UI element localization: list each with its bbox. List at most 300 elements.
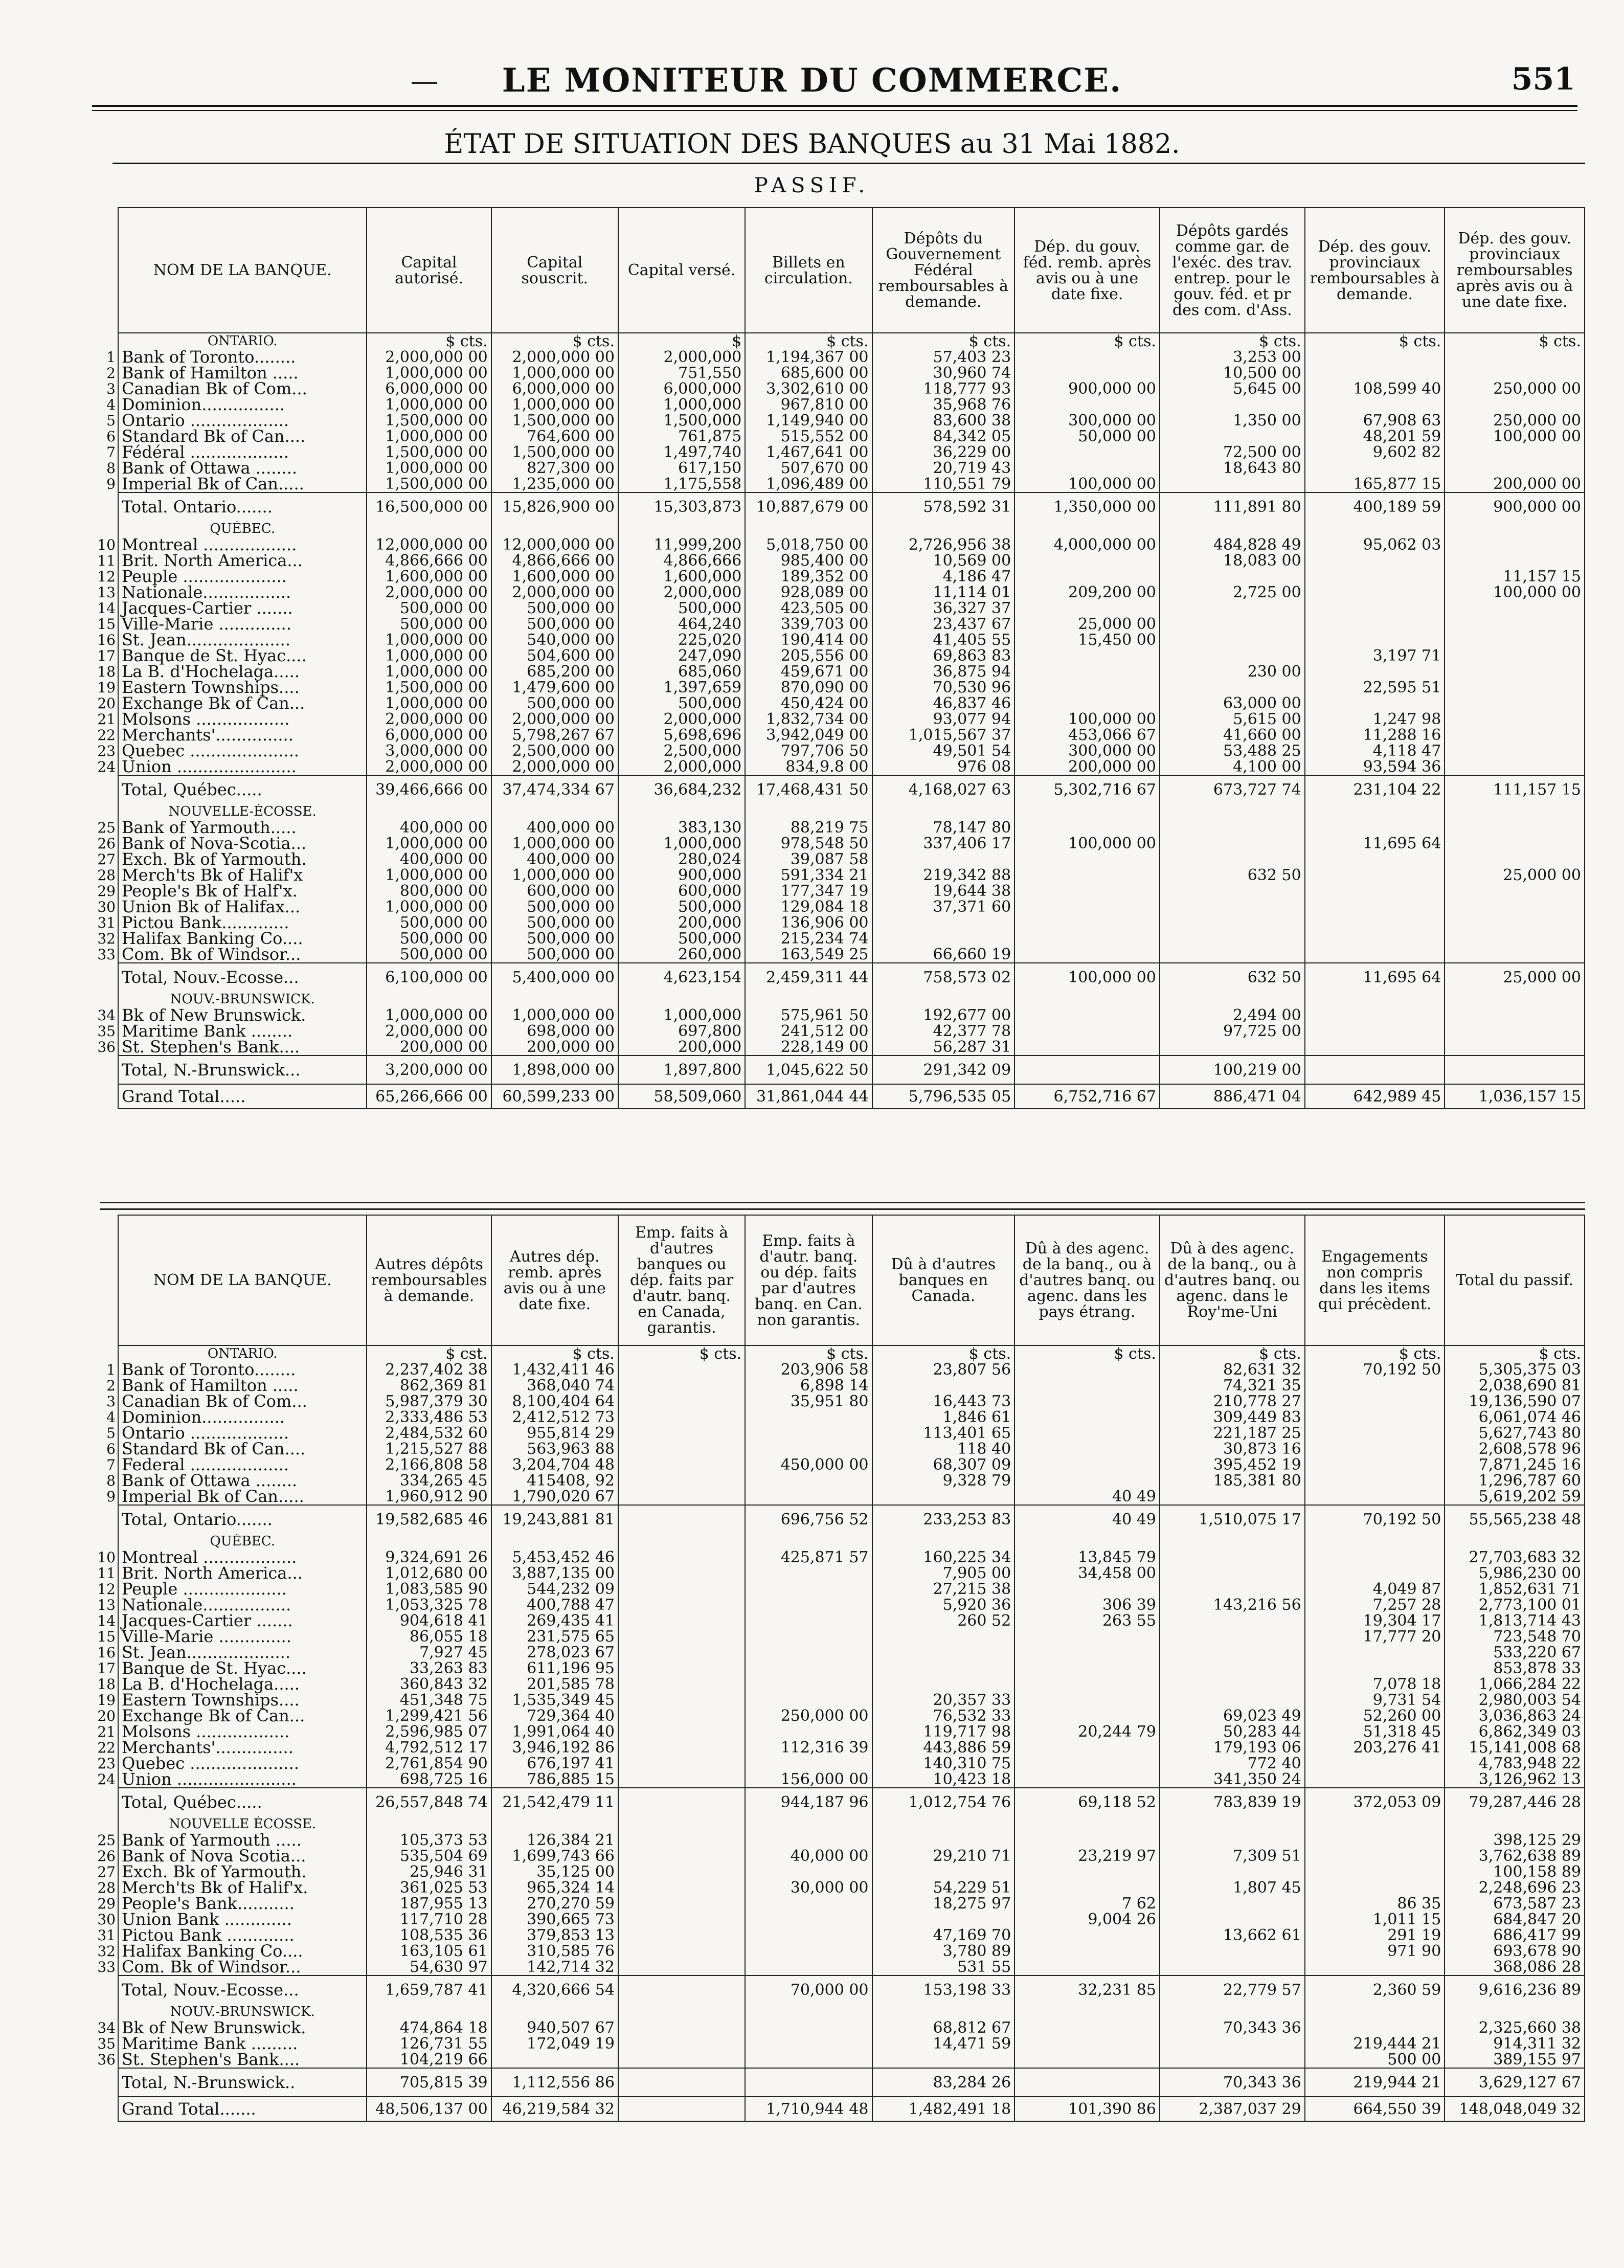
value-cell: 1,813,714 43 (1445, 1613, 1585, 1629)
value-cell (1160, 569, 1305, 585)
table-row (118, 349, 1585, 365)
value-cell (618, 1550, 745, 1565)
value-cell: 2,596,985 07 (367, 1724, 491, 1740)
value-cell: 9,004 26 (1014, 1912, 1160, 1927)
value-cell: 189,352 00 (745, 569, 872, 585)
value-cell (1014, 1771, 1160, 1788)
value-cell: 22,595 51 (1305, 680, 1445, 695)
value-cell: 4,000,000 00 (1014, 537, 1160, 553)
value-cell (1305, 1409, 1445, 1425)
value-cell: 70,192 50 (1305, 1362, 1445, 1378)
bank-label: Bank of Yarmouth..... (122, 818, 297, 837)
value-cell: 500,000 00 (367, 915, 491, 931)
table1-header-8: Dép. des gouv. provinciaux remboursables à demande. (1305, 208, 1445, 333)
value-cell: 70,000 00 (745, 1975, 872, 2004)
value-cell: 398,125 29 (1445, 1832, 1585, 1848)
table2-header-1: Autres dépôts remboursables à demande. (367, 1215, 491, 1345)
value-cell: 57,403 23 (872, 349, 1015, 365)
table-row (118, 1788, 1585, 1816)
value-cell: 104,219 66 (367, 2052, 491, 2068)
value-cell (745, 1692, 872, 1708)
value-cell (872, 1912, 1015, 1927)
value-cell (1445, 680, 1585, 695)
value-cell: 914,311 32 (1445, 2036, 1585, 2052)
value-cell (1014, 2036, 1160, 2052)
row-number: 24 (97, 1771, 116, 1788)
table1-header-1: Capital autorisé. (367, 208, 491, 333)
bank-label: Exchange Bk of Can... (122, 693, 305, 713)
value-cell: 148,048,049 32 (1445, 2097, 1585, 2121)
bank-name (106, 1487, 367, 1506)
value-cell (367, 804, 491, 820)
value-cell: 39,087 58 (745, 851, 872, 867)
bank-name (97, 1957, 367, 1977)
value-cell: 210,778 27 (1160, 1394, 1305, 1409)
value-cell (1014, 820, 1160, 836)
value-cell: 23,807 56 (872, 1362, 1015, 1378)
row-number: 18 (97, 1676, 116, 1693)
value-cell (618, 1425, 745, 1441)
value-cell: 1,000,000 00 (367, 365, 491, 381)
value-cell: 1,350,000 00 (1014, 492, 1160, 521)
value-cell: 48,201 59 (1305, 429, 1445, 444)
value-cell: 35,951 80 (745, 1394, 872, 1409)
value-cell: 425,871 57 (745, 1550, 872, 1565)
value-cell: 400,000 00 (367, 820, 491, 836)
value-cell: 16,443 73 (872, 1394, 1015, 1409)
value-cell: 729,364 40 (491, 1708, 618, 1724)
value-cell: 1,000,000 00 (367, 397, 491, 413)
table-row (118, 947, 1585, 963)
bank-label: Quebec ..................... (122, 1754, 299, 1773)
bank-label: Bank of Yarmouth ..... (122, 1830, 302, 1850)
row-number: 21 (97, 711, 116, 728)
value-cell (1014, 1039, 1160, 1056)
value-cell: 117,710 28 (367, 1912, 491, 1927)
value-cell (1305, 899, 1445, 915)
value-cell: 5,018,750 00 (745, 537, 872, 553)
bank-label: St. Stephen's Bank.... (122, 2050, 300, 2069)
value-cell: 63,000 00 (1160, 695, 1305, 711)
value-cell (618, 1394, 745, 1409)
value-cell: 9,616,236 89 (1445, 1975, 1585, 2004)
value-cell (1160, 820, 1305, 836)
row-number: 12 (97, 1581, 116, 1598)
table-row (118, 664, 1585, 680)
value-cell: 11,157 15 (1445, 569, 1585, 585)
value-cell: 2,000,000 00 (367, 1023, 491, 1039)
value-cell: 696,756 52 (745, 1505, 872, 1534)
value-cell (745, 1912, 872, 1927)
value-cell (1014, 804, 1160, 820)
bank-label: NOUVELLE ÉCOSSE. (169, 1816, 317, 1832)
value-cell: 1,897,800 (618, 1056, 745, 1084)
value-cell: 1,299,421 56 (367, 1708, 491, 1724)
value-cell (1445, 444, 1585, 460)
value-cell: 306 39 (1014, 1597, 1160, 1613)
value-cell (1160, 992, 1305, 1007)
value-cell: 453,066 67 (1014, 727, 1160, 743)
value-cell (1445, 695, 1585, 711)
value-cell: 97,725 00 (1160, 1023, 1305, 1039)
value-cell: 190,414 00 (745, 632, 872, 648)
value-cell (1445, 600, 1585, 616)
value-cell: 379,853 13 (491, 1927, 618, 1943)
value-cell (1014, 867, 1160, 883)
value-cell (745, 1864, 872, 1880)
bank-label: Bank of Toronto........ (122, 1360, 296, 1379)
value-cell (1305, 1039, 1445, 1056)
table-row (118, 553, 1585, 569)
row-number: 7 (106, 1456, 116, 1473)
bank-label: Montreal .................. (122, 1547, 297, 1567)
value-cell (1305, 1023, 1445, 1039)
bank-label: Standard Bk of Can.... (122, 426, 306, 446)
value-cell (1160, 1534, 1305, 1550)
value-cell: 23,219 97 (1014, 1848, 1160, 1864)
value-cell: 165,877 15 (1305, 476, 1445, 492)
value-cell (1014, 1441, 1160, 1457)
bank-label: Com. Bk of Windsor... (122, 1957, 301, 1977)
value-cell: 1,600,000 00 (367, 569, 491, 585)
table2-header-6: Dû à des agenc. de la banq., ou à d'autres banq. ou agenc. dans les pays étrang. (1014, 1215, 1160, 1345)
value-cell: 33,263 83 (367, 1660, 491, 1676)
value-cell: 1,000,000 00 (367, 1007, 491, 1023)
value-cell (1014, 851, 1160, 867)
value-cell: 500,000 (618, 931, 745, 947)
value-cell: 4,168,027 63 (872, 775, 1015, 804)
value-cell: 1,500,000 00 (367, 444, 491, 460)
table-row (118, 381, 1585, 397)
value-cell: 54,630 97 (367, 1959, 491, 1975)
value-cell: 2,387,037 29 (1160, 2097, 1305, 2121)
row-number: 26 (97, 1848, 116, 1865)
value-cell: 3,253 00 (1160, 349, 1305, 365)
value-cell: 1,000,000 00 (367, 460, 491, 476)
value-cell (491, 1534, 618, 1550)
value-cell (872, 1645, 1015, 1660)
table-row (118, 1441, 1585, 1457)
value-cell: 1,500,000 00 (367, 476, 491, 492)
row-number: 3 (106, 380, 116, 397)
value-cell: 225,020 (618, 632, 745, 648)
value-cell (1305, 1660, 1445, 1676)
value-cell (1160, 1896, 1305, 1912)
value-cell (872, 1864, 1015, 1880)
row-number: 2 (106, 365, 116, 381)
value-cell: 11,114 01 (872, 585, 1015, 600)
value-cell (1160, 1959, 1305, 1975)
value-cell (618, 1581, 745, 1597)
row-number: 15 (97, 1628, 116, 1645)
value-cell: $ cts. (1305, 333, 1445, 349)
value-cell: 1,790,020 67 (491, 1489, 618, 1505)
table-row (118, 1345, 1585, 1362)
table-row (118, 413, 1585, 429)
value-cell: 507,670 00 (745, 460, 872, 476)
value-cell: 30,000 00 (745, 1880, 872, 1896)
table-row (118, 931, 1585, 947)
value-cell: 400,000 00 (367, 851, 491, 867)
value-cell (1445, 743, 1585, 759)
value-cell: 7,309 51 (1160, 1848, 1305, 1864)
value-cell: 1,807 45 (1160, 1880, 1305, 1896)
value-cell (1445, 521, 1585, 537)
value-cell: 118,777 93 (872, 381, 1015, 397)
value-cell: 4,049 87 (1305, 1581, 1445, 1597)
value-cell (1014, 648, 1160, 664)
row-number: 9 (106, 1488, 116, 1505)
value-cell (872, 1660, 1015, 1676)
value-cell: 215,234 74 (745, 931, 872, 947)
bank-label: Halifax Banking Co.... (122, 929, 303, 948)
value-cell: $ cts. (491, 333, 618, 349)
value-cell: 30,873 16 (1160, 1441, 1305, 1457)
value-cell (1305, 1378, 1445, 1394)
value-cell: 2,726,956 38 (872, 537, 1015, 553)
value-cell: 209,200 00 (1014, 585, 1160, 600)
value-cell: 2,333,486 53 (367, 1409, 491, 1425)
value-cell (1014, 2052, 1160, 2068)
value-cell: 5,302,716 67 (1014, 775, 1160, 804)
value-cell: 25,000 00 (1014, 616, 1160, 632)
row-number: 25 (97, 1832, 116, 1849)
value-cell (1305, 1056, 1445, 1084)
value-cell: 56,287 31 (872, 1039, 1015, 1056)
table-row (118, 727, 1585, 743)
value-cell: 21,542,479 11 (491, 1788, 618, 1816)
value-cell: 1,432,411 46 (491, 1362, 618, 1378)
value-cell: 1,479,600 00 (491, 680, 618, 695)
value-cell (1445, 836, 1585, 851)
value-cell (1445, 365, 1585, 381)
bank-label: Merch'ts Bk of Halif'x. (122, 1878, 308, 1897)
value-cell (1014, 1832, 1160, 1848)
value-cell (1445, 727, 1585, 743)
value-cell: 2,360 59 (1305, 1975, 1445, 2004)
value-cell (491, 2004, 618, 2020)
value-cell (618, 1708, 745, 1724)
value-cell: 786,885 15 (491, 1771, 618, 1788)
value-cell (1014, 664, 1160, 680)
value-cell (1160, 2036, 1305, 2052)
table2-header-9: Total du passif. (1445, 1215, 1585, 1345)
value-cell (1014, 695, 1160, 711)
value-cell: 400,189 59 (1305, 492, 1445, 521)
value-cell (1160, 1039, 1305, 1056)
value-cell: 5,798,267 67 (491, 727, 618, 743)
value-cell: 129,084 18 (745, 899, 872, 915)
value-cell: 78,147 80 (872, 820, 1015, 836)
value-cell: 2,000,000 00 (367, 585, 491, 600)
bank-label: Bank of Nova Scotia... (122, 1846, 306, 1866)
value-cell: 200,000 00 (1445, 476, 1585, 492)
value-cell (1160, 1629, 1305, 1645)
table2-header-3: Emp. faits à d'autres banques ou dép. faits par d'autr. banq. en Canada, garantis. (618, 1215, 745, 1345)
value-cell: 2,725 00 (1160, 585, 1305, 600)
value-cell (1160, 1832, 1305, 1848)
bank-label: Merchants'............... (122, 725, 294, 745)
value-cell: 41,405 55 (872, 632, 1015, 648)
value-cell: 5,400,000 00 (491, 963, 618, 992)
table-row (118, 1692, 1585, 1708)
bank-label: Peuple .................... (122, 1579, 287, 1599)
value-cell: 5,305,375 03 (1445, 1362, 1585, 1378)
value-cell (745, 1629, 872, 1645)
value-cell: 2,325,660 38 (1445, 2020, 1585, 2036)
value-cell: $ cts. (745, 1345, 872, 1362)
value-cell: $ cts. (1014, 1345, 1160, 1362)
bank-label: QUÉBEC. (210, 1534, 275, 1549)
value-cell (1160, 1692, 1305, 1708)
value-cell: 100,000 00 (1445, 429, 1585, 444)
table-row (118, 585, 1585, 600)
value-cell (1445, 664, 1585, 680)
value-cell (1160, 632, 1305, 648)
value-cell: 1,898,000 00 (491, 1056, 618, 1084)
value-cell: 500,000 00 (491, 616, 618, 632)
value-cell (1305, 569, 1445, 585)
row-number: 29 (97, 883, 116, 900)
row-number: 5 (106, 412, 116, 429)
value-cell: 764,600 00 (491, 429, 618, 444)
value-cell: 52,260 00 (1305, 1708, 1445, 1724)
value-cell: 928,089 00 (745, 585, 872, 600)
value-cell: 400,000 00 (491, 820, 618, 836)
value-cell: 22,779 57 (1160, 1975, 1305, 2004)
value-cell: 2,608,578 96 (1445, 1441, 1585, 1457)
value-cell (618, 1771, 745, 1788)
table-row (118, 867, 1585, 883)
value-cell: 2,980,003 54 (1445, 1692, 1585, 1708)
table-row (118, 820, 1585, 836)
value-cell: 7,905 00 (872, 1565, 1015, 1581)
value-cell: 617,150 (618, 460, 745, 476)
value-cell: 600,000 00 (491, 883, 618, 899)
value-cell (1014, 1880, 1160, 1896)
table-row (118, 1629, 1585, 1645)
table-row (118, 680, 1585, 695)
value-cell (618, 1896, 745, 1912)
value-cell (1160, 1645, 1305, 1660)
value-cell (1445, 648, 1585, 664)
table-row (118, 1912, 1585, 1927)
bank-label: Molsons .................. (122, 709, 290, 729)
value-cell (1160, 1943, 1305, 1959)
bank-name (118, 2097, 367, 2121)
value-cell: $ cts. (1014, 333, 1160, 349)
value-cell: 1,497,740 (618, 444, 745, 460)
value-cell: 11,288 16 (1305, 727, 1445, 743)
value-cell: 1,000,000 00 (367, 695, 491, 711)
value-cell: 93,077 94 (872, 711, 1015, 727)
row-number: 18 (97, 663, 116, 680)
bank-label: NOUV.-BRUNSWICK. (170, 2004, 315, 2019)
value-cell: 1,535,349 45 (491, 1692, 618, 1708)
value-cell: 118 40 (872, 1441, 1015, 1457)
value-cell: 35,968 76 (872, 397, 1015, 413)
bank-label: Halifax Banking Co.... (122, 1941, 303, 1961)
value-cell: 2,000,000 00 (491, 759, 618, 775)
value-cell: 11,695 64 (1305, 963, 1445, 992)
value-cell (1305, 2004, 1445, 2020)
bank-label: Brit. North America... (122, 1563, 303, 1583)
value-cell (1445, 537, 1585, 553)
value-cell: 531 55 (872, 1959, 1015, 1975)
value-cell: 153,198 33 (872, 1975, 1015, 2004)
table-row (118, 616, 1585, 632)
row-number: 30 (97, 1911, 116, 1928)
value-cell: 500,000 00 (491, 931, 618, 947)
table-row (118, 1816, 1585, 1832)
table1-header-6: Dép. du gouv. féd. remb. après avis ou à une date fixe. (1014, 208, 1160, 333)
table-row (118, 1394, 1585, 1409)
value-cell (618, 2068, 745, 2097)
value-cell (1014, 1473, 1160, 1489)
value-cell (745, 521, 872, 537)
value-cell (618, 2052, 745, 2068)
bank-label: Jacques-Cartier ....... (122, 1611, 293, 1630)
table-row (118, 2052, 1585, 2068)
value-cell (1160, 836, 1305, 851)
value-cell: 1,000,000 00 (367, 429, 491, 444)
value-cell (745, 1896, 872, 1912)
value-cell: 985,400 00 (745, 553, 872, 569)
value-cell (1014, 680, 1160, 695)
value-cell: 484,828 49 (1160, 537, 1305, 553)
value-cell: 5,987,379 30 (367, 1394, 491, 1409)
bank-label: People's Bk of Half'x. (122, 881, 298, 901)
value-cell: 451,348 75 (367, 1692, 491, 1708)
value-cell (618, 1362, 745, 1378)
bank-label: Jacques-Cartier ....... (122, 598, 293, 618)
value-cell (1014, 521, 1160, 537)
value-cell: $ cts. (491, 1345, 618, 1362)
value-cell (872, 804, 1015, 820)
row-number: 13 (97, 584, 116, 601)
value-cell: 68,307 09 (872, 1457, 1015, 1473)
row-number: 27 (97, 851, 116, 868)
value-cell: 1,991,064 40 (491, 1724, 618, 1740)
row-number: 26 (97, 835, 116, 852)
value-cell: 1,500,000 00 (367, 413, 491, 429)
value-cell: 46,219,584 32 (491, 2097, 618, 2121)
table-row (118, 851, 1585, 867)
bank-label: ONTARIO. (207, 1346, 278, 1361)
bank-label: Total. Ontario....... (122, 497, 273, 517)
bank-name (118, 775, 367, 804)
value-cell (618, 1692, 745, 1708)
value-cell: 143,216 56 (1160, 1597, 1305, 1613)
table-row (118, 1959, 1585, 1975)
value-cell: 827,300 00 (491, 460, 618, 476)
value-cell: 705,815 39 (367, 2068, 491, 2097)
value-cell: 1,000,000 00 (367, 648, 491, 664)
table-row (118, 460, 1585, 476)
value-cell: 54,229 51 (872, 1880, 1015, 1896)
value-cell: 2,248,696 23 (1445, 1880, 1585, 1896)
table2-header-8: Engagements non compris dans les items qui précèdent. (1305, 1215, 1445, 1345)
value-cell: 2,237,402 38 (367, 1362, 491, 1378)
value-cell: 263 55 (1014, 1613, 1160, 1629)
value-cell: 2,500,000 (618, 743, 745, 759)
value-cell (618, 1660, 745, 1676)
table-row (118, 1756, 1585, 1771)
value-cell: 673,587 23 (1445, 1896, 1585, 1912)
value-cell (1160, 1864, 1305, 1880)
value-cell: 415408, 92 (491, 1473, 618, 1489)
row-number: 23 (97, 743, 116, 759)
